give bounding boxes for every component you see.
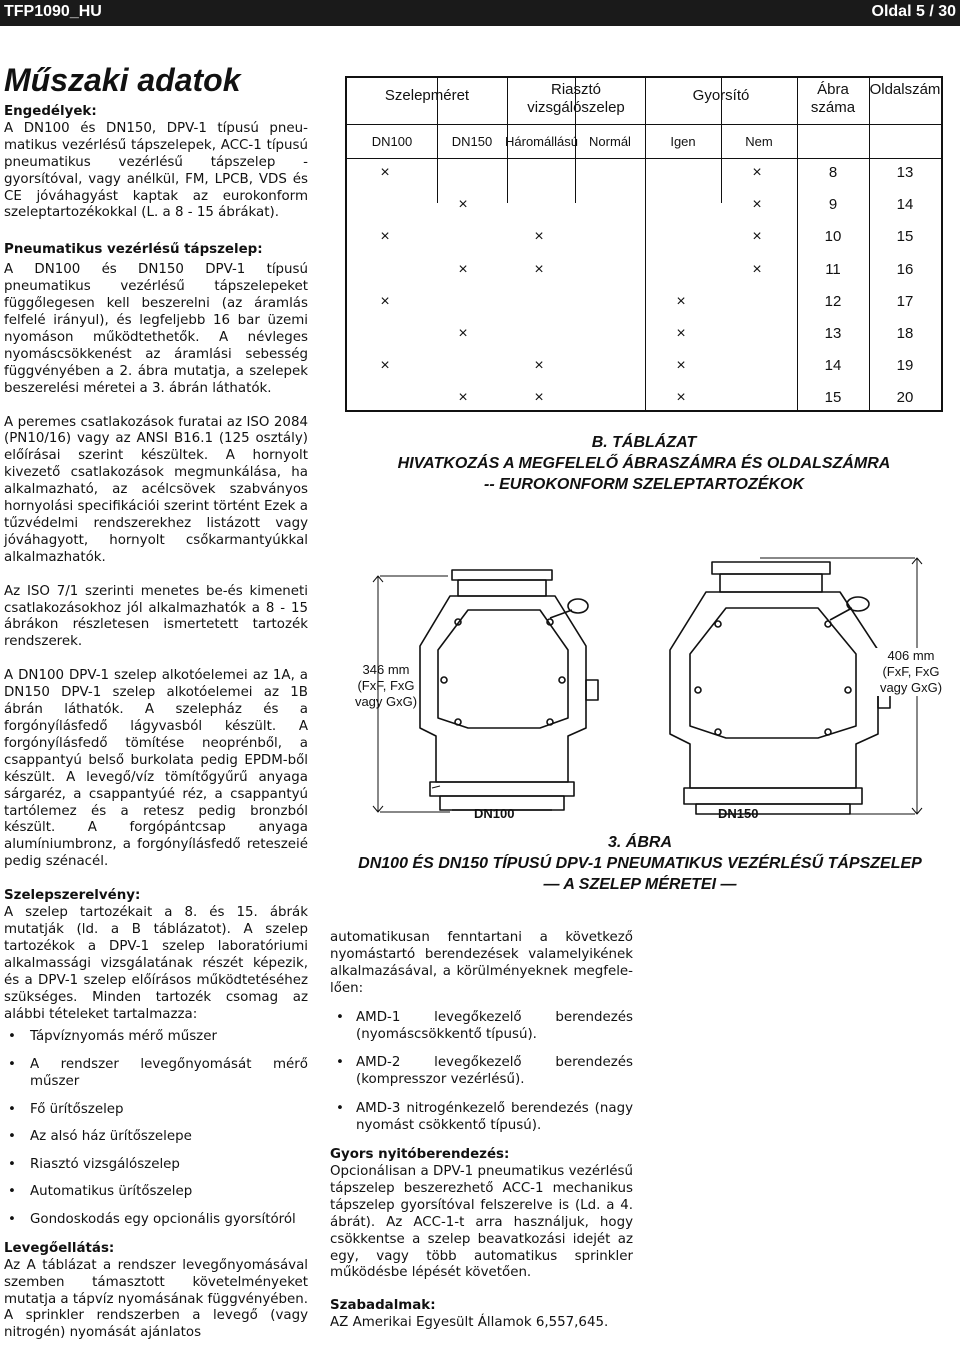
table-cell-mark: × — [380, 164, 390, 181]
valve-dimensions-figure — [340, 550, 950, 830]
table-cell-figure: 13 — [824, 325, 842, 342]
subheader-three-way: Háromállású — [505, 134, 578, 149]
subheader-dn100: DN100 — [371, 134, 413, 149]
header-accelerator: Gyorsító — [692, 87, 750, 104]
table-cell-mark: × — [534, 389, 544, 407]
figure-caption-line-1: 3. ÁBRA — [607, 834, 672, 851]
table-cell-figure: 8 — [828, 164, 838, 181]
list-item: • AMD-3 nitrogénkezelő berendezés (nagy nyomást csökkentő típusú). — [330, 1101, 633, 1135]
table-cell-mark: × — [676, 325, 686, 342]
table-cell-page: 13 — [896, 164, 914, 181]
dimension-note: (FxF, FxG — [882, 664, 940, 679]
table-cell-mark: × — [676, 292, 686, 310]
approvals-heading: Engedélyek: — [4, 104, 97, 119]
dimension-value: 406 mm — [887, 648, 935, 663]
table-cell-mark: × — [458, 260, 468, 278]
trim-text: A szelep tartozékait a 8. és 15. ábrák mutatják (ld. a B táblázatot). A szelep tartozékok a DPV-1 szelep laboratóriumi alkalmassági vizsgálatának részét képezik, és a DPV-1 szelep előírásos működtetéséhez szükséges. Minden tartozék csomag az alábbi tételeket tartalmazza: — [4, 905, 308, 1022]
table-cell-mark: × — [534, 357, 544, 375]
subheader-yes: Igen — [670, 134, 696, 149]
header-valve-size: Szelepméret — [384, 87, 470, 104]
trim-list — [4, 1029, 308, 1228]
patents-heading: Szabadalmak: — [330, 1298, 436, 1314]
table-cell-page: 19 — [896, 357, 914, 375]
list-item: • Automatikus ürítőszelep — [4, 1184, 308, 1201]
table-cell-mark: × — [534, 260, 544, 278]
table-caption-line-1: B. TÁBLÁZAT — [591, 434, 697, 451]
table-cell-mark: × — [676, 357, 686, 375]
subheader-no: Nem — [745, 134, 773, 149]
air-text: Az A táblázat a rendszer levegőnyomásával szemben támasztott követelményeket mutatja a tápvíz nyomásának függvényében. A sprinkler rendszerben a levegő (vagy nitrogén) nyomását ajánlatos — [4, 1257, 309, 1341]
list-item: • Az alsó ház ürítőszelepe — [4, 1129, 308, 1146]
dimension-note: (FxF, FxG — [357, 678, 415, 693]
fast-opening-heading: Gyors nyitóberendezés: — [330, 1147, 510, 1163]
figure-caption-line-3: — A SZELEP MÉRETEI — — [543, 876, 737, 893]
table-caption-line-3: -- EUROKONFORM SZELEPTARTOZÉKOK — [484, 476, 804, 493]
subheader-normal: Normál — [589, 134, 631, 149]
table-cell-mark: × — [676, 389, 686, 407]
table-cell-mark: × — [752, 196, 762, 214]
dimension-label-dn150 — [872, 648, 950, 696]
pneumatic-heading: Pneumatikus vezérlésű tápszelep: — [4, 242, 263, 258]
table-cell-mark: × — [458, 196, 468, 214]
pneumatic-paragraph-3: Az ISO 7/1 szerinti menetes be-és kimeneti csatlakozásokhoz jól alkalmazhatók a 8 - 15 ábrákon részletesen ismertetett tartozék rendszerek. — [4, 583, 308, 650]
table-cell-mark: × — [458, 389, 468, 407]
list-item: • A rendszer levegőnyomását mérő műszer — [4, 1057, 308, 1091]
valve-drawing — [340, 550, 950, 830]
table-cell-figure: 15 — [824, 389, 842, 407]
air-device-list — [330, 1010, 633, 1135]
table-cell-figure: 12 — [824, 292, 842, 310]
table-cell-figure: 14 — [824, 357, 842, 375]
table-cell-mark: × — [752, 164, 762, 181]
label-dn150: DN150 — [718, 806, 759, 821]
page-number: Oldal 5 / 30 — [871, 3, 956, 20]
list-item: • AMD-1 levegőkezelő berendezés (nyomáscsökkentő típusú). — [330, 1010, 633, 1044]
table-cell-mark: × — [534, 228, 544, 246]
label-dn100: DN100 — [474, 806, 515, 821]
approvals-text: A DN100 és DN150, DPV-1 típusú pneumatikus vezérlésű tápszelepek, ACC-1 típusú pneumatikus vezérlésű tápszelep - gyorsítóval, vagy anélkül, FM, LPCB, VDS és CE jóváhagyást kaptak az eurokonform szeleptartozékokkal (L. a 8 - 15 ábrákat). — [4, 120, 308, 221]
pneumatic-paragraph-4: A DN100 DPV-1 szelep alkotóelemei az 1A, a DN150 DPV-1 szelep alkotóelemei az 1B ábrán láthatók. A szelepház és a forgónyílásfedő lágyvasból készült. A forgónyílásfedő tömítése neoprénből, a csappantyú belső burkolata pedig EPDM-ből készült. A levegő/víz tömítőgyűrű anyaga sárgaréz, a csappantyúé réz, a csappantyú tartólemez és a retesz pedig bronzból készült. A forgópántcsap anyaga alumíniumbronz, a forgónyílásfedő reteszeié pedig szénacél. — [4, 668, 308, 870]
header-figure-number: Ábra száma — [810, 81, 856, 116]
dimension-label-dn100 — [346, 662, 426, 710]
subheader-dn150: DN150 — [451, 134, 493, 149]
figure-caption — [330, 832, 950, 895]
dimension-note: vagy GxG) — [354, 694, 418, 709]
header-page-number: Oldalszám — [869, 81, 941, 98]
pneumatic-paragraph-1: A DN100 és DN150 DPV-1 típusú pneumatikus vezérlésű tápszelepeket függőlegesen kell beszerelni (az áramlás felfelé irányul), és legfeljebb 16 bar üzemi nyomáson működtethetők. A névleges nyomáscsökkenést az áramlási sebesség függvényében a 2. ábra mutatja, a szelepek beszerelési méretei a 3. ábrán láthatók. — [4, 262, 308, 396]
table-cell-page: 18 — [896, 325, 914, 342]
air-heading: Levegőellátás: — [4, 1240, 115, 1256]
pneumatic-paragraph-2: A peremes csatlakozások furatai az ISO 2084 (PN10/16) vagy az ANSI B16.1 (125 osztály) előírásai szerint készültek. A hornyolt kivezető csatlakozások megmunkálása, ha alkalmazható, az acélcsövek szabványos hornyolási specifikációi szerint történt Ezek a tűzvédelmi rendszerekhez listázott vagy jóváhagyott, hornyolt csőkarmantyúkkal alkalmazhatók. — [4, 414, 308, 565]
table-cell-mark: × — [752, 260, 762, 278]
fast-opening-text: Opcionálisan a DPV-1 pneumatikus vezérlésű tápszelep beszerezhető ACC-1 mechanikus tápszelep gyorsítóval felszerelve is (Ld. a 4. ábrát). Az ACC-1-t arra használjuk, hogy csökkentse a szelep beavatkozási idejét az egy, vagy több automatikus sprinkler működésbe lépését követően. — [330, 1163, 633, 1281]
patents-text: AZ Amerikai Egyesült Államok 6,557,645. — [330, 1315, 609, 1331]
reference-table — [345, 76, 943, 412]
page-header — [0, 0, 960, 26]
right-column — [330, 930, 633, 1344]
list-item: • AMD-2 levegőkezelő berendezés (kompresszor vezérlésű). — [330, 1055, 633, 1089]
table-caption — [345, 432, 943, 495]
list-item: • Tápvíznyomás mérő műszer — [4, 1029, 308, 1046]
list-item: • Gondoskodás egy opcionális gyorsítóról — [4, 1212, 308, 1229]
table-cell-mark: × — [752, 228, 762, 246]
dimension-value: 346 mm — [362, 662, 410, 677]
list-item: • Riasztó vizsgálószelep — [4, 1157, 308, 1174]
figure-caption-line-2: DN100 ÉS DN150 TÍPUSÚ DPV-1 PNEUMATIKUS VEZÉRLÉSŰ TÁPSZELEP — [358, 855, 922, 872]
table-cell-mark: × — [458, 325, 468, 342]
section-title: Műszaki adatok — [4, 62, 241, 98]
document-id: TFP1090_HU — [4, 3, 102, 20]
table-cell-figure: 10 — [824, 228, 842, 246]
air-continuation: automatikusan fenntartani a következő nyomástartó berendezések valamelyikének alkalmazásával, a körülményeknek megfelelően: — [330, 930, 633, 996]
table-cell-page: 17 — [896, 292, 914, 310]
trim-heading: Szelepszerelvény: — [4, 888, 141, 904]
table-cell-mark: × — [380, 357, 390, 375]
table-caption-line-2: HIVATKOZÁS A MEGFELELŐ ÁBRASZÁMRA ÉS OLDALSZÁMRA — [397, 455, 891, 472]
table-cell-page: 16 — [896, 260, 914, 278]
table-cell-mark: × — [380, 292, 390, 310]
table-cell-page: 15 — [896, 228, 914, 246]
table-cell-page: 20 — [896, 389, 914, 407]
table-cell-figure: 11 — [825, 260, 841, 278]
table-cell-page: 14 — [896, 196, 914, 214]
table-cell-figure: 9 — [828, 196, 838, 214]
list-item: • Fő ürítőszelep — [4, 1102, 308, 1119]
left-column — [4, 60, 308, 1354]
header-alarm-test: Riasztó vizsgálószelep — [527, 81, 625, 116]
table-cell-mark: × — [380, 228, 390, 246]
dimension-note: vagy GxG) — [879, 680, 943, 695]
